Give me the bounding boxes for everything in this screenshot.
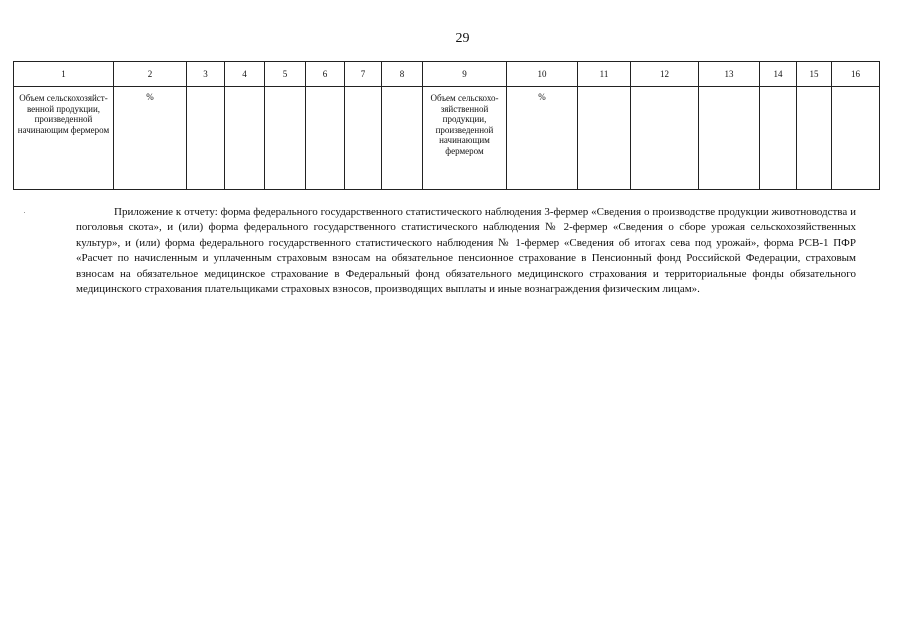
table-cell <box>225 87 265 190</box>
cell-text <box>382 87 422 93</box>
column-header: 3 <box>187 62 225 87</box>
column-header: 8 <box>382 62 423 87</box>
table-cell <box>306 87 345 190</box>
cell-text: % <box>538 92 546 102</box>
page-number: 29 <box>455 31 470 46</box>
column-header: 15 <box>797 62 832 87</box>
table-cell <box>699 87 760 190</box>
cell-text <box>306 87 344 93</box>
cell-text <box>631 87 698 93</box>
table-cell <box>382 87 423 190</box>
cell-text <box>187 87 224 93</box>
table-cell <box>832 87 880 190</box>
column-header: 11 <box>578 62 631 87</box>
column-header: 16 <box>832 62 880 87</box>
table-cell <box>507 87 578 190</box>
column-header: 6 <box>306 62 345 87</box>
cell-text <box>699 87 759 93</box>
scan-speck <box>24 212 25 213</box>
column-header: 4 <box>225 62 265 87</box>
table-cell <box>187 87 225 190</box>
cell-text: % <box>146 92 154 102</box>
table-cell <box>797 87 832 190</box>
table-cell <box>265 87 306 190</box>
cell-text <box>265 87 305 93</box>
table-header-row <box>14 62 880 87</box>
cell-text <box>578 87 630 93</box>
cell-text <box>797 87 831 93</box>
column-header: 14 <box>760 62 797 87</box>
cell-text <box>832 87 879 93</box>
table-cell <box>578 87 631 190</box>
report-table <box>13 61 880 190</box>
column-header: 5 <box>265 62 306 87</box>
cell-text: Объем сельскохо-зяйственной продукции, произведенной начинающим фермером <box>430 93 499 156</box>
cell-text <box>760 87 796 93</box>
cell-text <box>225 87 264 93</box>
cell-text <box>345 87 381 93</box>
table-cell <box>345 87 382 190</box>
column-header: 1 <box>14 62 114 87</box>
table-cell <box>14 87 114 190</box>
column-header: 12 <box>631 62 699 87</box>
table-cell <box>760 87 797 190</box>
table-cell <box>114 87 187 190</box>
column-header: 13 <box>699 62 760 87</box>
cell-text: Объем сельскохозяйст-венной продукции, произведенной начинающим фермером <box>17 93 110 135</box>
column-header: 7 <box>345 62 382 87</box>
appendix-note: Приложение к отчету: форма федерального государственного статистического наблюдения 3-фермер «Сведения о производстве продукции животноводства и поголовья скота», и (или) форма федерального государственного статистического наблюдения № 2-фермер «Сведения о сборе урожая сельскохозяйственных культур», и (или) форма федерального государственного статистического наблюдения № 1-фермер «Сведения об итогах сева под урожай», форма РСВ-1 ПФР «Расчет по начисленным и уплаченным страховым взносам на обязательное пенсионное страхование в Пенсионный фонд Российской Федерации, страховым взносам на обязательное медицинское страхование в Федеральный фонд обязательного медицинского страхования и территориальные фонды обязательного медицинского страхования плательщиками страховых взносов, производящих выплаты и иные вознаграждения физическим лицам». <box>76 206 856 296</box>
column-header: 10 <box>507 62 578 87</box>
table-row <box>14 87 880 190</box>
table-cell <box>423 87 507 190</box>
table-cell <box>631 87 699 190</box>
column-header: 9 <box>423 62 507 87</box>
column-header: 2 <box>114 62 187 87</box>
